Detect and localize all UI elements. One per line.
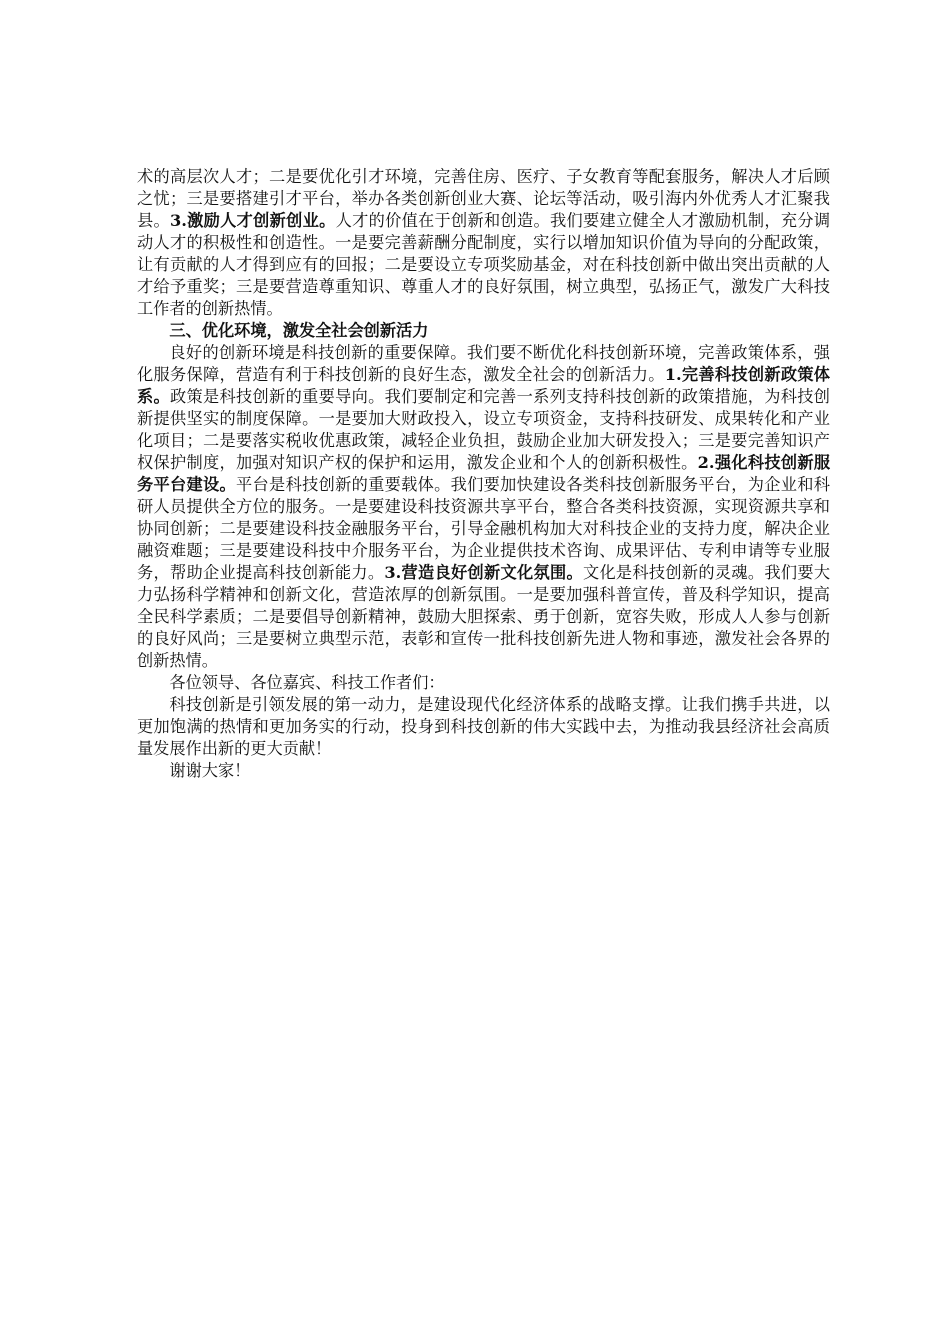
paragraph-environment: [137, 342, 830, 672]
section-heading: 三、优化环境，激发全社会创新活力: [169, 321, 429, 340]
paragraph-salutation: 各位领导、各位嘉宾、科技工作者们：: [169, 673, 445, 692]
paragraph-thanks: 谢谢大家！: [169, 761, 251, 780]
document-page: [137, 166, 830, 782]
paragraph-text: 政策是科技创新的重要导向。我们要制定和完善一系列支持科技创新的政策措施，为科技创新提供坚实的制度保障。一是要加大财政投入，设立专项资金，支持科技研发、成果转化和产业化项目；二是要落实税收优惠政策，减轻企业负担，鼓励企业加大研发投入；三是要完善知识产权保护制度，加强对知识产权的保护和运用，激发企业和个人的创新积极性。: [137, 387, 830, 472]
paragraph-text: 术的高层次人才；二是要优化引才环境，完善住房、医疗、子女教育等配套服务，解决人才后顾之忧；三是要搭建引才平台，举办各类创新创业大赛、论坛等活动，吸引海内外优秀人才汇聚我县。: [137, 167, 830, 230]
paragraph-text: 平台是科技创新的重要载体。我们要加快建设各类科技创新服务平台，为企业和科研人员提供全方位的服务。一是要建设科技资源共享平台，整合各类科技资源，实现资源共享和协同创新；二是要建设科技金融服务平台，引导金融机构加大对科技企业的支持力度，解决企业融资难题；三是要建设科技中介服务平台，为企业提供技术咨询、成果评估、专利申请等专业服务，帮助企业提高科技创新能力。: [137, 475, 830, 582]
paragraph-text: 文化是科技创新的灵魂。我们要大力弘扬科学精神和创新文化，营造浓厚的创新氛围。一是要加强科普宣传，普及科学知识，提高全民科学素质；二是要倡导创新精神，鼓励大胆探索、勇于创新，宽容失败，形成人人参与创新的良好风尚；三是要树立典型示范，表彰和宣传一批科技创新先进人物和事迹，激发社会各界的创新热情。: [137, 563, 831, 670]
paragraph-text: 良好的创新环境是科技创新的重要保障。我们要不断优化科技创新环境，完善政策体系，强化服务保障，营造有利于科技创新的良好生态，激发全社会的创新活力。: [137, 343, 830, 384]
paragraph-talent-incentives: [137, 166, 830, 320]
subheading-inline: 2.强化科技创新服务平台建设。: [137, 453, 831, 494]
subheading-inline: 3.激励人才创新创业。: [169, 211, 336, 230]
subheading-inline: 3.营造良好创新文化氛围。: [384, 563, 583, 582]
subheading-inline: 1.完善科技创新政策体系。: [137, 365, 830, 406]
paragraph-closing: 科技创新是引领发展的第一动力，是建设现代化经济体系的战略支撑。让我们携手共进，以更加饱满的热情和更加务实的行动，投身到科技创新的伟大实践中去，为推动我县经济社会高质量发展作出新的更大贡献！: [137, 695, 830, 758]
paragraph-text: 人才的价值在于创新和创造。我们要建立健全人才激励机制，充分调动人才的积极性和创造性。一是要完善薪酬分配制度，实行以增加知识价值为导向的分配政策，让有贡献的人才得到应有的回报；二是要设立专项奖励基金，对在科技创新中做出突出贡献的人才给予重奖；三是要营造尊重知识、尊重人才的良好氛围，树立典型，弘扬正气，激发广大科技工作者的创新热情。: [137, 211, 831, 318]
